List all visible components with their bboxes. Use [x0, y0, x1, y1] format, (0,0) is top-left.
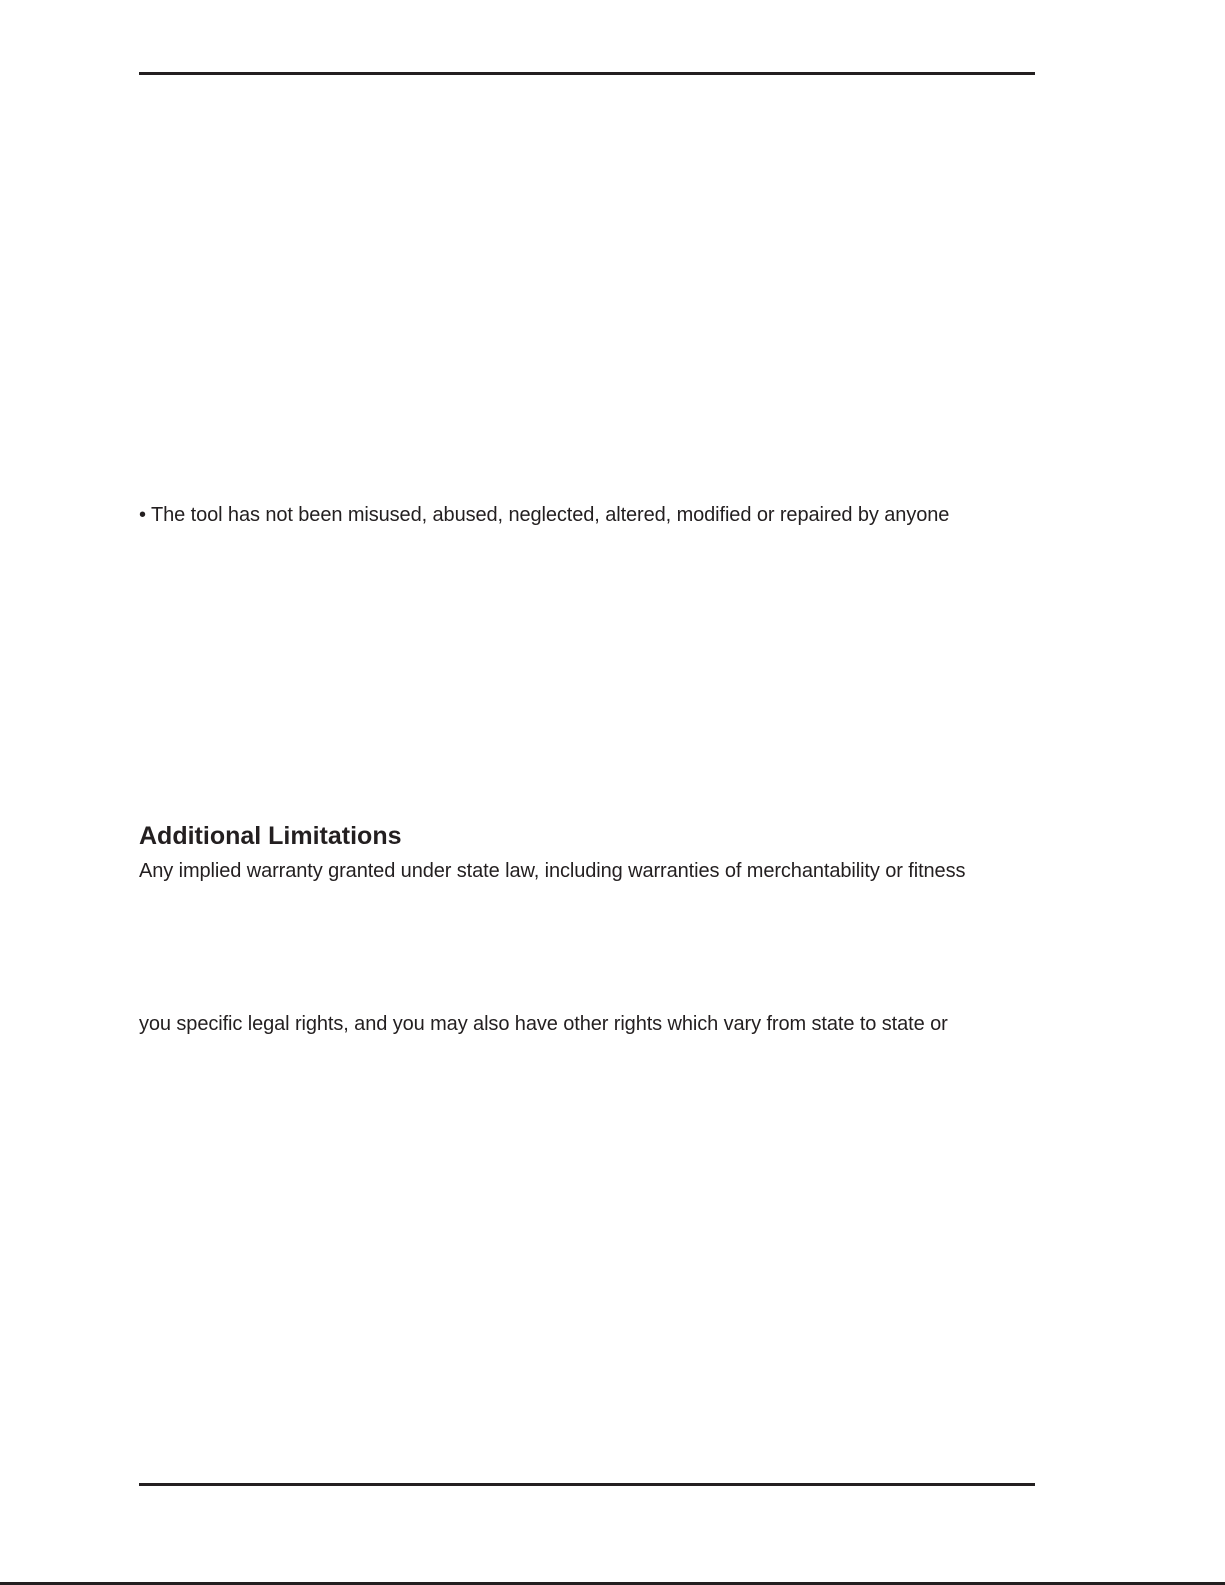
header-rule: [139, 72, 1035, 75]
warranty-condition-bullet: • The tool has not been misused, abused, neglected, altered, modified or repaired by anyone: [139, 504, 950, 526]
footer-rule: [139, 1483, 1035, 1486]
section-heading: Additional Limitations: [139, 822, 402, 850]
legal-rights-paragraph-line: you specific legal rights, and you may also have other rights which vary from state to state or: [139, 1013, 948, 1035]
limitations-paragraph-line: Any implied warranty granted under state law, including warranties of merchantability or fitness: [139, 860, 966, 882]
